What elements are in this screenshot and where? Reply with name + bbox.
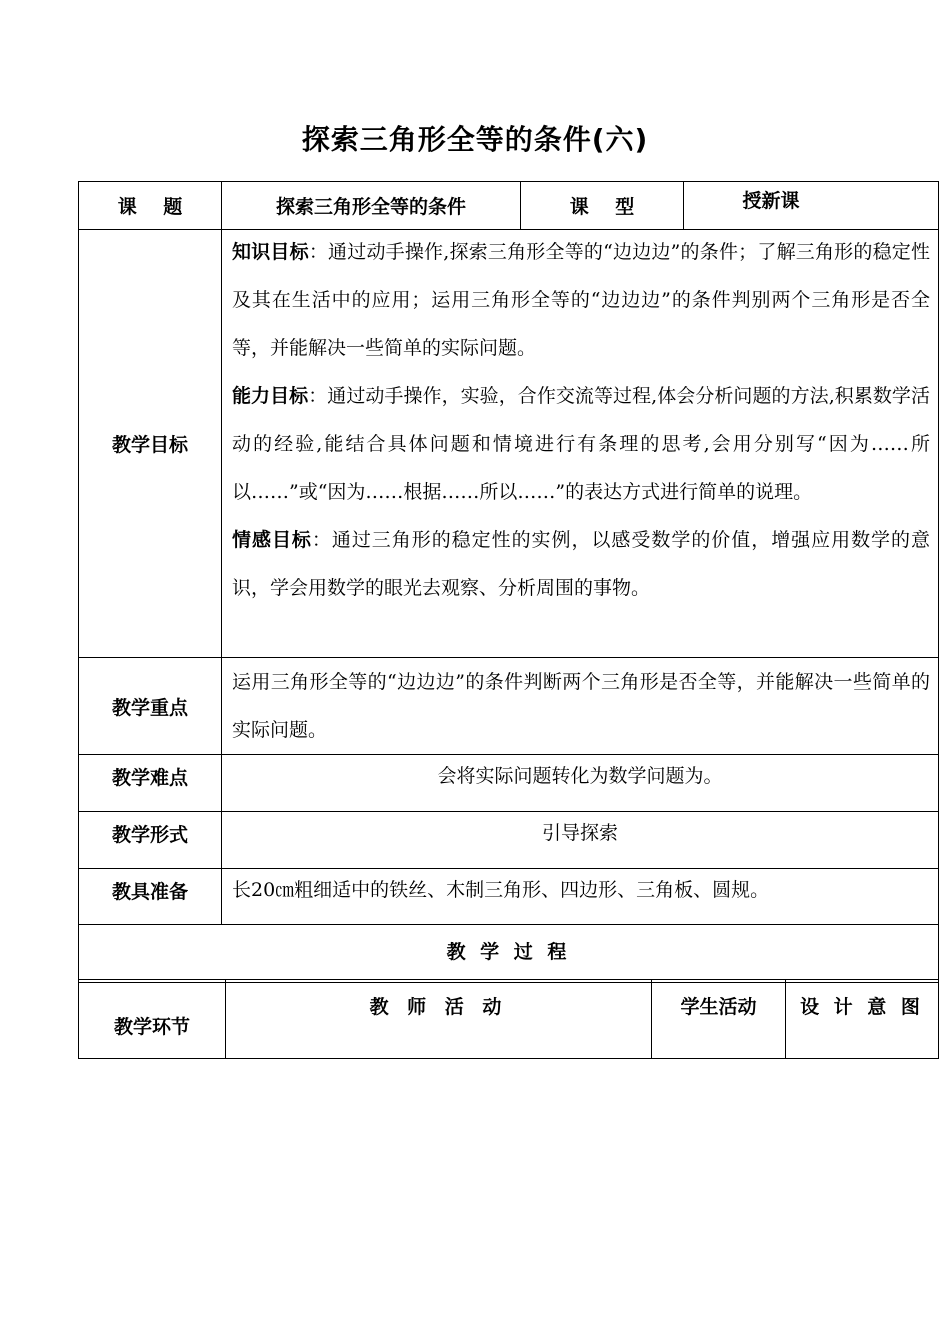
topic-value: 探索三角形全等的条件: [222, 182, 521, 230]
page-title: 探索三角形全等的条件(六): [301, 123, 649, 156]
lesson-plan-table: [78, 181, 939, 983]
objectives-cell: [222, 230, 939, 658]
label-objectives: 教学目标: [79, 230, 222, 658]
process-table: [78, 979, 939, 1059]
label-form: 教学形式: [79, 812, 222, 869]
col-student: 学生活动: [652, 980, 786, 1059]
label-topic: 课 题: [79, 182, 222, 230]
knowledge-objective: [232, 228, 930, 372]
ability-text: ：通过动手操作，实验，合作交流等过程,体会分析问题的方法,积累数学活动的经验,能结合具体问题和情境进行有条理的思考,会用分别写“因为……所以……”或“因为……根据……所以……”的表达方式进行简单的说理。: [232, 385, 930, 503]
label-type: 课 型: [521, 182, 684, 230]
col-design: 设 计 意 图: [786, 980, 939, 1059]
label-materials: 教具准备: [79, 869, 222, 925]
key-points-text: 运用三角形全等的“边边边”的条件判断两个三角形是否全等，并能解决一些简单的实际问题。: [222, 658, 939, 755]
label-key-points: 教学重点: [79, 658, 222, 755]
knowledge-text: ：通过动手操作,探索三角形全等的“边边边”的条件；了解三角形的稳定性及其在生活中的应用；运用三角形全等的“边边边”的条件判别两个三角形是否全等，并能解决一些简单的实际问题。: [232, 241, 930, 359]
difficulties-text: 会将实际问题转化为数学问题为。: [222, 755, 939, 812]
form-text: 引导探索: [222, 812, 939, 869]
process-title: 教 学 过 程: [79, 925, 939, 983]
ability-objective: [232, 372, 930, 516]
type-text: 授新课: [742, 190, 800, 212]
emotion-text: ：通过三角形的稳定性的实例，以感受数学的价值，增强应用数学的意识，学会用数学的眼光去观察、分析周围的事物。: [232, 529, 930, 599]
emotion-lead: 情感目标: [232, 529, 312, 551]
col-stage: 教学环节: [79, 980, 226, 1059]
type-value: [684, 182, 939, 230]
knowledge-lead: 知识目标: [232, 241, 309, 263]
ability-lead: 能力目标: [232, 385, 309, 407]
emotion-objective: [232, 516, 930, 612]
label-difficulties: 教学难点: [79, 755, 222, 812]
materials-text: 长20㎝粗细适中的铁丝、木制三角形、四边形、三角板、圆规。: [222, 869, 939, 925]
col-teacher: 教 师 活 动: [226, 980, 652, 1059]
